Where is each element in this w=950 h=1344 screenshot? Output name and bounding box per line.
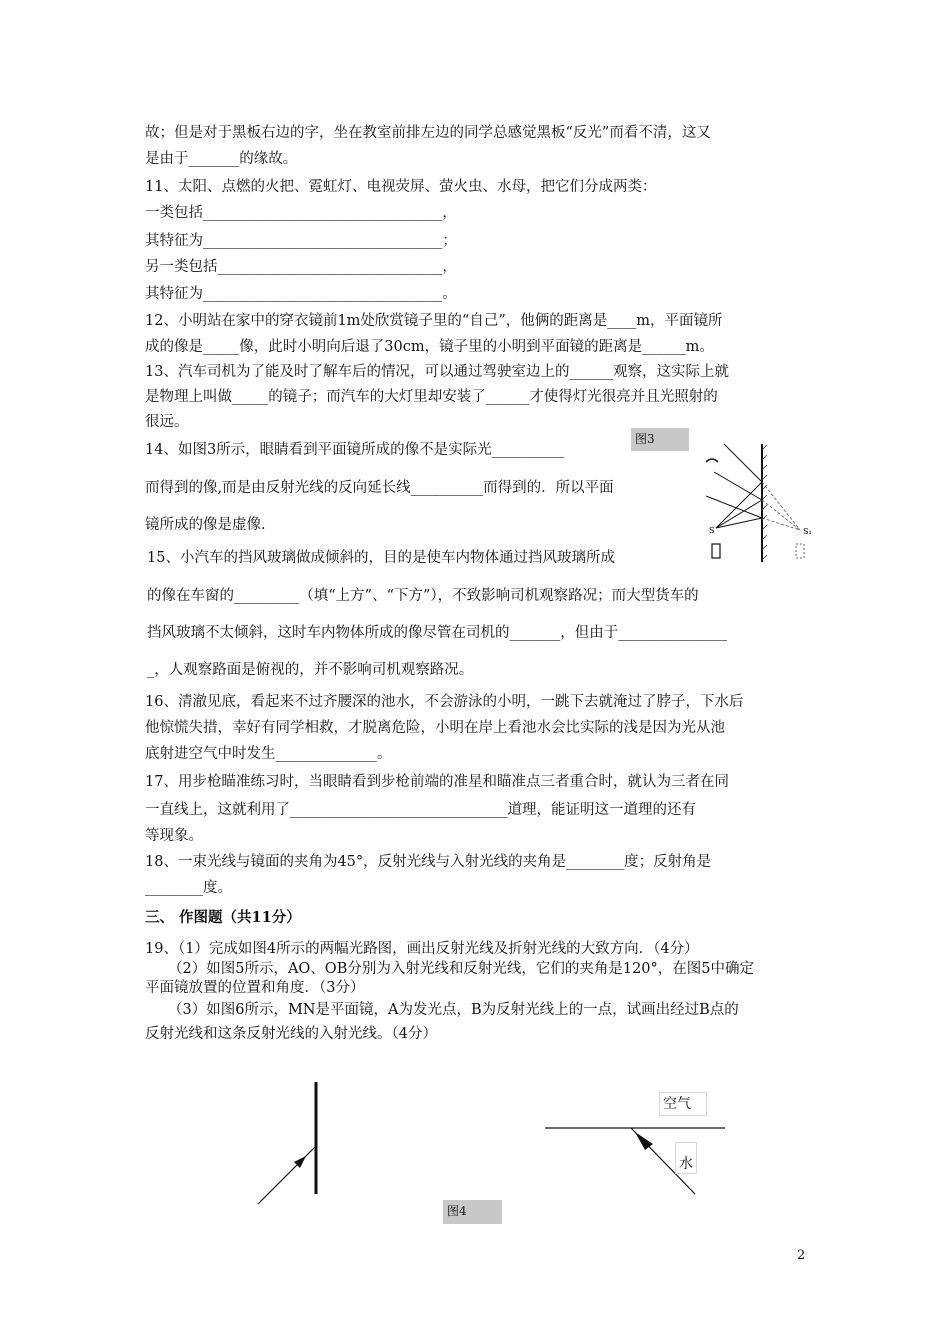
text-line: 很远。 [145, 414, 189, 430]
text-line: 一直线上，这就利用了______________________________道理，能证明这一道理的还有 [145, 802, 696, 818]
figure-3-diagram [700, 440, 830, 570]
text-line: 平面镜放置的位置和角度．（3分） [145, 980, 365, 996]
text-line: 而得到的像,而是由反射光线的反向延长线__________而得到的．所以平面 [145, 480, 614, 496]
section-heading: 三、 作图题（共11分） [145, 909, 301, 926]
text-line: 等现象。 [145, 828, 203, 844]
text-line: ________度。 [145, 880, 232, 896]
text-line: _，人观察路面是俯视的，并不影响司机观察路况。 [147, 662, 474, 678]
figure-4-label: 图4 [443, 1200, 502, 1224]
text-line: 反射光线和这条反射光线的入射光线。（4分） [145, 1026, 437, 1042]
figure-3-label: 图3 [631, 428, 689, 451]
text-line: 另一类包括_______________________________， [145, 259, 457, 275]
text-line: （2）如图5所示，AO、OB分别为入射光线和反射光线，它们的夹角是120°，在图5中确定 [168, 961, 755, 977]
question-15: 15、小汽车的挡风玻璃做成倾斜的，目的是使车内物体通过挡风玻璃所成 [147, 550, 615, 566]
fig3-s-label: S [709, 526, 715, 535]
question-12: 12、小明站在家中的穿衣镜前1m处欣赏镜子里的“自己”，他俩的距离是____m，平面镜所 [145, 313, 723, 329]
question-14: 14、如图3所示，眼睛看到平面镜所成的像不是实际光__________ [145, 442, 565, 458]
question-16: 16、清澈见底，看起来不过齐腰深的池水，不会游泳的小明，一跳下去就淹过了脖子，下水后 [145, 694, 744, 710]
text-line: 的像在车窗的_________（填“上方”、“下方”），不致影响司机观察路况；而大型货车的 [147, 588, 699, 604]
page-number: 2 [797, 1248, 806, 1263]
text-line: 底射进空气中时发生______________。 [145, 746, 392, 762]
question-11: 11、太阳、点燃的火把、霓虹灯、电视荧屏、萤火虫、水母，把它们分成两类： [145, 179, 657, 195]
text-line: 其特征为_________________________________； [145, 233, 457, 249]
question-18: 18、一束光线与镜面的夹角为45°，反射光线与入射光线的夹角是________度；反射角是 [145, 854, 712, 870]
text-line: 是物理上叫做_____的镜子；而汽车的大灯里却安装了______才使得灯光很亮并且光照射的 [145, 389, 718, 405]
text-line: 镜所成的像是虚像. [145, 517, 266, 533]
text-line: 其特征为_________________________________。 [145, 286, 457, 302]
text-line: （3）如图6所示，MN是平面镜，A为发光点，B为反射光线上的一点，试画出经过B点的 [168, 1002, 739, 1018]
question-19: 19、（1）完成如图4所示的两幅光路图，画出反射光线及折射光线的大致方向．（4分） [145, 941, 699, 957]
text-line: 挡风玻璃不太倾斜，这时车内物体所成的像尽管在司机的_______，但由于_______________ [147, 625, 727, 641]
text-line: 是由于_______的缘故。 [145, 151, 298, 167]
figure-4-mirror-diagram [250, 1078, 370, 1218]
figure-4-refraction-diagram [543, 1106, 743, 1206]
water-label: 水 [675, 1142, 697, 1174]
text-line: 他惊慌失措，幸好有同学相救，才脱离危险，小明在岸上看池水会比实际的浅是因为光从池 [145, 720, 725, 736]
text-line: 成的像是_____像，此时小明向后退了30cm，镜子里的小明到平面镜的距离是______m。 [145, 339, 714, 355]
question-13: 13、汽车司机为了能及时了解车后的情况，可以通过驾驶室边上的______观察，这实际上就 [145, 364, 729, 380]
text-line: 一类包括_________________________________， [145, 205, 457, 221]
text-line: 故；但是对于黑板右边的字，坐在教室前排左边的同学总感觉黑板“反光”而看不清，这又 [145, 125, 711, 141]
fig3-s1-label: S₁ [803, 527, 812, 536]
air-label: 空气 [659, 1092, 707, 1116]
question-17: 17、用步枪瞄准练习时，当眼睛看到步枪前端的准星和瞄准点三者重合时，就认为三者在同 [145, 774, 729, 790]
